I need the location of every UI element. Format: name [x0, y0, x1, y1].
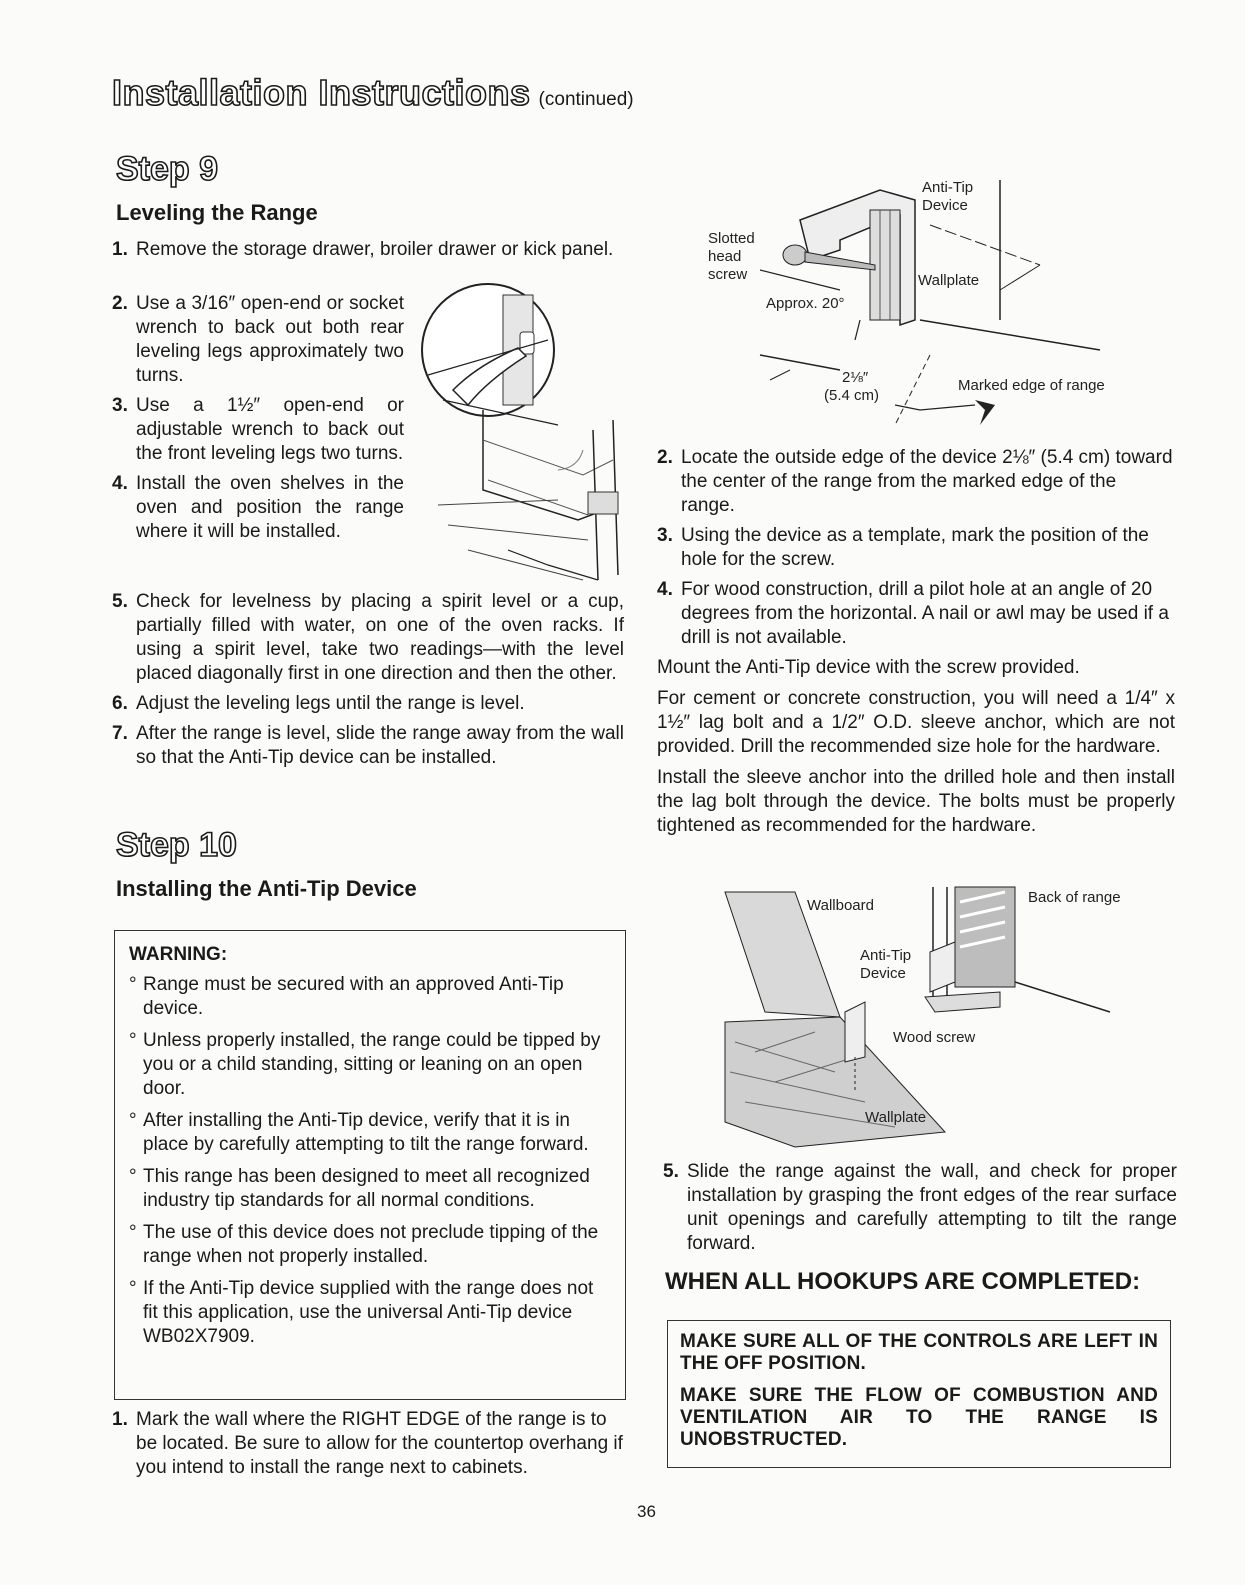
- step9-subheading: Leveling the Range: [116, 200, 318, 225]
- step9-item-5: 5. Check for levelness by placing a spirit level or a cup, partially filled with water, on one of the oven racks. If using a spirit level, take two readings—with the level placed diagonally first in one direction and then the other.: [112, 591, 624, 684]
- warning-item: ° If the Anti-Tip device supplied with the range does not fit this application, use the universal Anti-Tip device WB02X7909.: [129, 1278, 594, 1347]
- diagram1-angle-label: Approx. 20°: [766, 295, 845, 312]
- diagram2-back-of-range-label: Back of range: [1028, 889, 1121, 906]
- diagram2-anti-tip-label: Anti-Tip: [860, 947, 912, 964]
- warning-box: [114, 930, 626, 1400]
- diagram2-wallboard-label: Wallboard: [807, 897, 874, 914]
- warning-list: [129, 973, 611, 1349]
- diagram1-screw-label: screw: [708, 266, 748, 283]
- warning-item: ° This range has been designed to meet all recognized industry tip standards for all normal conditions.: [129, 1166, 590, 1211]
- right-item-2: 2. Locate the outside edge of the device 2⅛″ (5.4 cm) toward the center of the range from the marked edge of the range.: [657, 447, 1173, 516]
- diagram1-device-label: Device: [922, 197, 968, 214]
- concrete-paragraph: For cement or concrete construction, you will need a 1/4″ x 1½″ lag bolt and a 1/2″ O.D. sleeve anchor, which are not provided. Drill the recommended size hole for the hardware.: [657, 688, 1175, 757]
- continued-label: (continued): [538, 89, 634, 110]
- wall-section-diagram: [715, 882, 1155, 1157]
- step9-list-narrow: [112, 292, 404, 550]
- step10-list: [112, 1408, 632, 1486]
- warning-title: WARNING:: [129, 944, 228, 965]
- diagram1-slotted-label: Slotted: [708, 230, 755, 247]
- sleeve-anchor-paragraph: Install the sleeve anchor into the drilled hole and then install the lag bolt through the device. The bolts must be properly tightened as recommended for the hardware.: [657, 767, 1175, 836]
- step9-list-wide: [112, 590, 624, 776]
- step9-list: [112, 238, 624, 268]
- diagram2-wallplate-label: Wallplate: [865, 1109, 927, 1126]
- step9-item-1: 1. Remove the storage drawer, broiler drawer or kick panel.: [112, 239, 614, 260]
- warning-item: ° Unless properly installed, the range could be tipped by you or a child standing, sitting or leaning on an open door.: [129, 1030, 601, 1099]
- hookups-line-1: MAKE SURE ALL OF THE CONTROLS ARE LEFT IN THE OFF POSITION.: [680, 1331, 1158, 1374]
- diagram1-dim-in-label: 2⅛″: [842, 369, 869, 386]
- step9-item-3: 3. Use a 1½″ open-end or adjustable wrench to back out the front leveling legs two turns.: [112, 395, 404, 464]
- warning-item: ° After installing the Anti-Tip device, verify that it is in place by carefully attempting to tilt the range forward.: [129, 1110, 589, 1155]
- item5-block: [663, 1160, 1177, 1262]
- diagram1-marked-edge-label: Marked edge of range: [958, 377, 1105, 394]
- mount-paragraph: Mount the Anti-Tip device with the screw provided.: [657, 657, 1080, 678]
- hookups-box: [667, 1320, 1171, 1468]
- step9-item-4: 4. Install the oven shelves in the oven and position the range where it will be installed.: [112, 473, 404, 542]
- diagram1-dim-cm-label: (5.4 cm): [824, 387, 880, 404]
- diagram2-device-label: Device: [860, 965, 906, 982]
- step9-heading: Step 9: [116, 150, 219, 188]
- step10-item-1: 1. Mark the wall where the RIGHT EDGE of the range is to be located. Be sure to allow for the countertop overhang if you intend to install the range next to cabinets.: [112, 1409, 623, 1478]
- warning-item: ° Range must be secured with an approved Anti-Tip device.: [129, 974, 564, 1019]
- diagram1-wallplate-label: Wallplate: [918, 272, 980, 289]
- diagram1-anti-tip-label: Anti-Tip: [922, 179, 974, 196]
- right-item-3: 3. Using the device as a template, mark the position of the hole for the screw.: [657, 525, 1149, 570]
- step10-heading: Step 10: [116, 826, 237, 864]
- right-list: [657, 446, 1175, 845]
- hookups-title: WHEN ALL HOOKUPS ARE COMPLETED:: [665, 1268, 1141, 1295]
- right-item-5: 5. Slide the range against the wall, and check for proper installation by grasping the front edges of the rear surface unit openings and carefully attempting to tilt the range forward.: [663, 1161, 1177, 1254]
- anti-tip-screw-diagram: [700, 170, 1160, 440]
- page-title-text: Installation Instructions: [112, 72, 531, 113]
- page-title: [112, 72, 634, 114]
- diagram1-head-label: head: [708, 248, 742, 265]
- step10-subheading: Installing the Anti-Tip Device: [116, 876, 417, 901]
- step9-item-6: 6. Adjust the leveling legs until the range is level.: [112, 693, 525, 714]
- diagram2-wood-screw-label: Wood screw: [893, 1029, 976, 1046]
- warning-item: ° The use of this device does not preclude tipping of the range when not properly installed.: [129, 1222, 599, 1267]
- step9-item-7: 7. After the range is level, slide the range away from the wall so that the Anti-Tip device can be installed.: [112, 723, 624, 768]
- page-number: 36: [637, 1502, 656, 1521]
- hookups-line-2: MAKE SURE THE FLOW OF COMBUSTION AND VENTILATION AIR TO THE RANGE IS UNOBSTRUCTED.: [680, 1385, 1158, 1450]
- step9-item-2: 2. Use a 3/16″ open-end or socket wrench to back out both rear leveling legs approximately two turns.: [112, 293, 404, 386]
- oven-leveling-illustration: [408, 280, 628, 590]
- right-item-4: 4. For wood construction, drill a pilot hole at an angle of 20 degrees from the horizontal. A nail or awl may be used if a drill is not available.: [657, 579, 1169, 648]
